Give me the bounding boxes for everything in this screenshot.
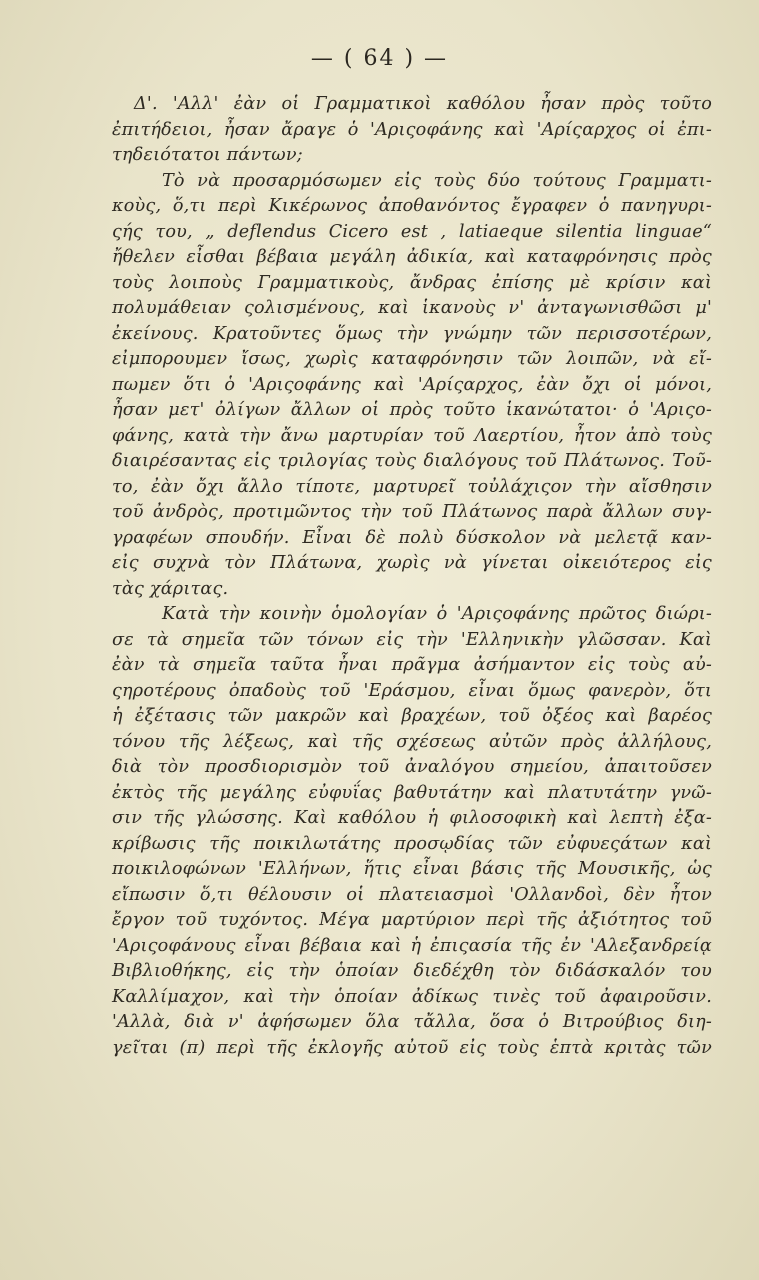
text-line: σιν τῆς γλώσσης. Καὶ καθόλου ἡ φιλοσοφικὴ καὶ λεπτὴ ἐξα-: [112, 808, 712, 828]
text-line: ποικιλοφώνων 'Ελλήνων, ἥτις εἶναι βάσις τῆς Μουσικῆς, ὡς: [112, 859, 712, 879]
text-line: ςής του, „ deflendus Cicero est , latiaeque silentia linguae“: [112, 221, 712, 242]
text-line: πωμεν ὅτι ὁ 'Αριςοφάνης καὶ 'Αρίςαρχος, ἐὰν ὄχι οἱ μόνοι,: [112, 374, 712, 395]
text-line: τὰς χάριτας.: [112, 578, 229, 599]
text-line: κρίβωσις τῆς ποικιλωτάτης προσῳδίας τῶν εὐφυεςάτων καὶ: [112, 833, 712, 854]
text-line: το, ἐὰν ὄχι ἄλλο τίποτε, μαρτυρεῖ τοὐλάχιςον τὴν αἴσθησιν: [112, 476, 712, 497]
text-line: 'Αριςοφάνους εἶναι βέβαια καὶ ἡ ἐπιςασία τῆς ἐν 'Αλεξανδρείᾳ: [112, 935, 712, 956]
text-line: ἡ ἐξέτασις τῶν μακρῶν καὶ βραχέων, τοῦ ὀξέος καὶ βαρέος: [112, 706, 712, 726]
text-line: πολυμάθειαν ςολισμένους, καὶ ἱκανοὺς ν' ἀνταγωνισθῶσι μ': [112, 298, 712, 318]
text-line: ἐπιτήδειοι, ἦσαν ἄραγε ὁ 'Αριςοφάνης καὶ 'Αρίςαρχος οἱ ἐπι-: [112, 119, 712, 140]
text-line: 'Αλλὰ, διὰ ν' ἀφήσωμεν ὅλα τἄλλα, ὅσα ὁ Βιτρούβιος διη-: [112, 1012, 712, 1032]
text-line: ἐὰν τὰ σημεῖα ταῦτα ἦναι πρᾶγμα ἀσήμαντον εἰς τοὺς αὐ-: [112, 655, 712, 675]
text-line: γεῖται (π) περὶ τῆς ἐκλογῆς αὐτοῦ εἰς τοὺς ἑπτὰ κριτὰς τῶν: [112, 1037, 712, 1058]
text-line: εἰς συχνὰ τὸν Πλάτωνα, χωρὶς νὰ γίνεται οἰκειότερος εἰς: [112, 553, 712, 573]
text-line: Τὸ νὰ προσαρμόσωμεν εἰς τοὺς δύο τούτους Γραμματι-: [162, 170, 712, 191]
text-line: τοῦ ἀνδρὸς, προτιμῶντος τὴν τοῦ Πλάτωνος παρὰ ἄλλων συγ-: [112, 502, 712, 522]
text-line: Βιβλιοθήκης, εἰς τὴν ὁποίαν διεδέχθη τὸν διδάσκαλόν του: [112, 961, 712, 981]
text-line: εἴπωσιν ὅ,τι θέλουσιν οἱ πλατειασμοὶ 'Ολλανδοὶ, δὲν ἦτον: [112, 884, 712, 905]
text-line: ἐκείνους. Κρατοῦντες ὅμως τὴν γνώμην τῶν περισσοτέρων,: [112, 323, 712, 344]
text-line: κοὺς, ὅ,τι περὶ Κικέρωνος ἀποθανόντος ἔγραφεν ὁ πανηγυρι-: [112, 196, 712, 216]
text-line: Καλλίμαχον, καὶ τὴν ὁποίαν ἀδίκως τινὲς τοῦ ἀφαιροῦσιν.: [112, 986, 712, 1007]
text-line: τόνου τῆς λέξεως, καὶ τῆς σχέσεως αὐτῶν πρὸς ἀλλήλους,: [112, 731, 712, 752]
text-line: ἐκτὸς τῆς μεγάλης εὐφυΐας βαθυτάτην καὶ πλατυτάτην γνῶ-: [112, 782, 712, 803]
text-line: σε τὰ σημεῖα τῶν τόνων εἰς τὴν 'Ελληνικὴν γλῶσσαν. Καὶ: [112, 629, 712, 650]
text-line: φάνης, κατὰ τὴν ἄνω μαρτυρίαν τοῦ Λαερτίου, ἦτον ἀπὸ τοὺς: [112, 425, 712, 446]
text-line: Κατὰ τὴν κοινὴν ὁμολογίαν ὁ 'Αριςοφάνης πρῶτος διώρι-: [162, 604, 712, 624]
text-line: ἦσαν μετ' ὀλίγων ἄλλων οἱ πρὸς τοῦτο ἱκανώτατοι· ὁ 'Αριςο-: [112, 400, 712, 420]
text-line: ςηροτέρους ὀπαδοὺς τοῦ 'Εράσμου, εἶναι ὅμως φανερὸν, ὅτι: [112, 680, 712, 701]
text-line: τοὺς λοιποὺς Γραμματικοὺς, ἄνδρας ἐπίσης μὲ κρίσιν καὶ: [112, 272, 712, 293]
body-text: [112, 92, 712, 1061]
page-number: — ( 64 ) —: [310, 46, 449, 71]
text-line: τηδειότατοι πάντων;: [112, 145, 303, 165]
text-line: γραφέων σπουδήν. Εἶναι δὲ πολὺ δύσκολον νὰ μελετᾷ καν-: [112, 527, 712, 548]
text-line: Δ'. 'Αλλ' ἐὰν οἱ Γραμματικοὶ καθόλου ἦσαν πρὸς τοῦτο: [134, 94, 712, 114]
text-line: ἔργον τοῦ τυχόντος. Μέγα μαρτύριον περὶ τῆς ἀξιότητος τοῦ: [112, 910, 712, 930]
text-line: διαιρέσαντας εἰς τριλογίας τοὺς διαλόγους τοῦ Πλάτωνος. Τοῦ-: [112, 451, 712, 471]
text-line: εἰμπορουμεν ἴσως, χωρὶς καταφρόνησιν τῶν λοιπῶν, νὰ εἴ-: [112, 349, 712, 369]
text-line: ἤθελεν εἶσθαι βέβαια μεγάλη ἀδικία, καὶ καταφρόνησις πρὸς: [112, 247, 712, 267]
text-line: διὰ τὸν προσδιορισμὸν τοῦ ἀναλόγου σημείου, ἀπαιτοῦσεν: [112, 757, 712, 777]
